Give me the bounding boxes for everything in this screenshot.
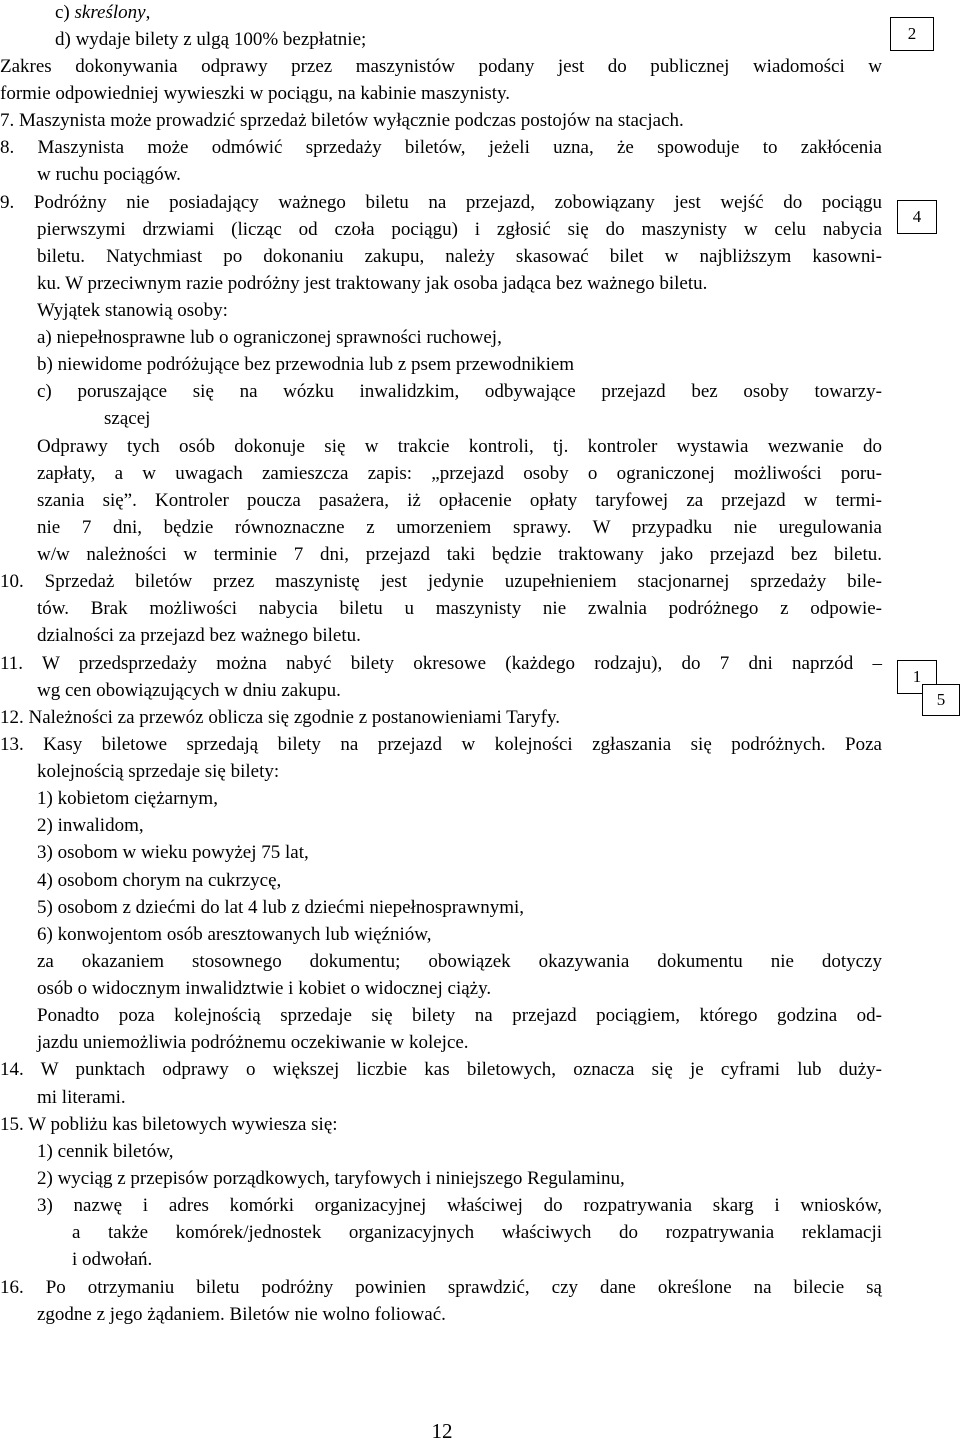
list-item-3: 3) nazwę i adres komórki organizacyjnej właściwej do rozpatrywania skarg i wniosków,: [37, 1195, 882, 1216]
text-line: Ponadto poza kolejnością sprzedaje się bilety na przejazd pociągiem, którego godzina od-: [37, 1005, 882, 1026]
text-line: szania się”. Kontroler poucza pasażera, iż opłacenie opłaty taryfowej za przejazd w termi-: [37, 490, 882, 511]
text-line: zgodne z jego żądaniem. Biletów nie wolno foliować.: [37, 1304, 446, 1325]
list-item-3: 3) osobom w wieku powyżej 75 lat,: [37, 842, 309, 863]
list-item-c-struck: c) skreślony,: [55, 2, 151, 23]
text-line: jazdu uniemożliwia podróżnemu oczekiwanie w kolejce.: [37, 1032, 469, 1053]
text-line: Zakres dokonywania odprawy przez maszynistów podany jest do publicznej wiadomości w: [0, 56, 882, 77]
text-line: i odwołań.: [72, 1249, 153, 1270]
list-item-4: 4) osobom chorym na cukrzycę,: [37, 870, 282, 891]
text-line: dzialności za przejazd bez ważnego biletu.: [37, 625, 361, 646]
section-10: 10. Sprzedaż biletów przez maszynistę jest jedynie uzupełnieniem stacjonarnej sprzedaży bile-: [0, 571, 882, 592]
section-12: 12. Należności za przewóz oblicza się zgodnie z postanowieniami Taryfy.: [0, 707, 561, 728]
section-9: 9. Podróżny nie posiadający ważnego biletu na przejazd, zobowiązany jest wejść do pociągu: [0, 192, 882, 213]
text-line: Odprawy tych osób dokonuje się w trakcie kontroli, tj. kontroler wystawia wezwanie do: [37, 436, 882, 457]
list-item-2: 2) inwalidom,: [37, 815, 144, 836]
list-item-1: 1) kobietom ciężarnym,: [37, 788, 218, 809]
list-item-2: 2) wyciąg z przepisów porządkowych, taryfowych i niniejszego Regulaminu,: [37, 1168, 625, 1189]
text-line: zapłaty, a w uwagach zamieszcza zapis: „przejazd osoby o ograniczonej możliwości poru-: [37, 463, 882, 484]
section-8: 8. Maszynista może odmówić sprzedaży biletów, jeżeli uzna, że spowoduje to zakłócenia: [0, 137, 882, 158]
list-item-6: 6) konwojentom osób aresztowanych lub więźniów,: [37, 924, 432, 945]
text-line: nie 7 dni, będzie równoznaczne z umorzeniem sprawy. W przypadku nie uregulowania: [37, 517, 882, 538]
text-line: mi literami.: [37, 1087, 126, 1108]
text-line: ku. W przeciwnym razie podróżny jest traktowany jak osoba jadąca bez ważnego biletu.: [37, 273, 708, 294]
page-number: 12: [431, 1419, 453, 1443]
section-14: 14. W punktach odprawy o większej liczbie kas biletowych, oznacza się je cyframi lub duży-: [0, 1059, 882, 1080]
section-7: 7. Maszynista może prowadzić sprzedaż biletów wyłącznie podczas postojów na stacjach.: [0, 110, 684, 131]
section-15: 15. W pobliżu kas biletowych wywiesza się:: [0, 1114, 338, 1135]
margin-badge: 4: [897, 200, 937, 234]
text-line: pierwszymi drzwiami (licząc od czoła pociągu) i zgłosić się do maszynisty w celu nabycia: [37, 219, 882, 240]
text-line: biletu. Natychmiast po dokonaniu zakupu, należy skasować bilet w najbliższym kasowni-: [37, 246, 882, 267]
text-line: wg cen obowiązujących w dniu zakupu.: [37, 680, 341, 701]
text-line: osób o widocznym inwalidztwie i kobiet o widocznej ciąży.: [37, 978, 492, 999]
text-line: d) wydaje bilety z ulgą 100% bezpłatnie;: [55, 29, 367, 50]
text-line: tów. Brak możliwości nabycia biletu u maszynisty nie zwalnia podróżnego z odpowie-: [37, 598, 882, 619]
text-line: Wyjątek stanowią osoby:: [37, 300, 228, 321]
list-item-1: 1) cennik biletów,: [37, 1141, 174, 1162]
section-16: 16. Po otrzymaniu biletu podróżny powinien sprawdzić, czy dane określone na bilecie są: [0, 1277, 882, 1298]
list-item-c: c) poruszające się na wózku inwalidzkim, odbywające przejazd bez osoby towarzy-: [37, 381, 882, 402]
list-item-5: 5) osobom z dziećmi do lat 4 lub z dziećmi niepełnosprawnymi,: [37, 897, 525, 918]
list-item-b: b) niewidome podróżujące bez przewodnia lub z psem przewodnikiem: [37, 354, 575, 375]
margin-badge: 2: [890, 17, 934, 51]
list-item-a: a) niepełnosprawne lub o ograniczonej sprawności ruchowej,: [37, 327, 502, 348]
struck-label: skreślony: [74, 2, 146, 23]
text-line: za okazaniem stosownego dokumentu; obowiązek okazywania dokumentu nie dotyczy: [37, 951, 882, 972]
text-line: w/w należności w terminie 7 dni, przejazd taki będzie traktowany jako przejazd bez biletu.: [37, 544, 882, 565]
section-13: 13. Kasy biletowe sprzedają bilety na przejazd w kolejności zgłaszania się podróżnych. Poza: [0, 734, 882, 755]
margin-badge: 5: [922, 684, 960, 716]
section-11: 11. W przedsprzedaży można nabyć bilety okresowe (każdego rodzaju), do 7 dni naprzód –: [0, 653, 882, 674]
text-line: w ruchu pociągów.: [37, 164, 181, 185]
margin-badge: 1: [897, 660, 937, 694]
text-line: formie odpowiedniej wywieszki w pociągu, na kabinie maszynisty.: [0, 83, 511, 104]
text-line: kolejnością sprzedaje się bilety:: [37, 761, 280, 782]
text-line: a także komórek/jednostek organizacyjnych właściwych do rozpatrywania reklamacji: [72, 1222, 882, 1243]
text-line: szącej: [104, 408, 151, 429]
